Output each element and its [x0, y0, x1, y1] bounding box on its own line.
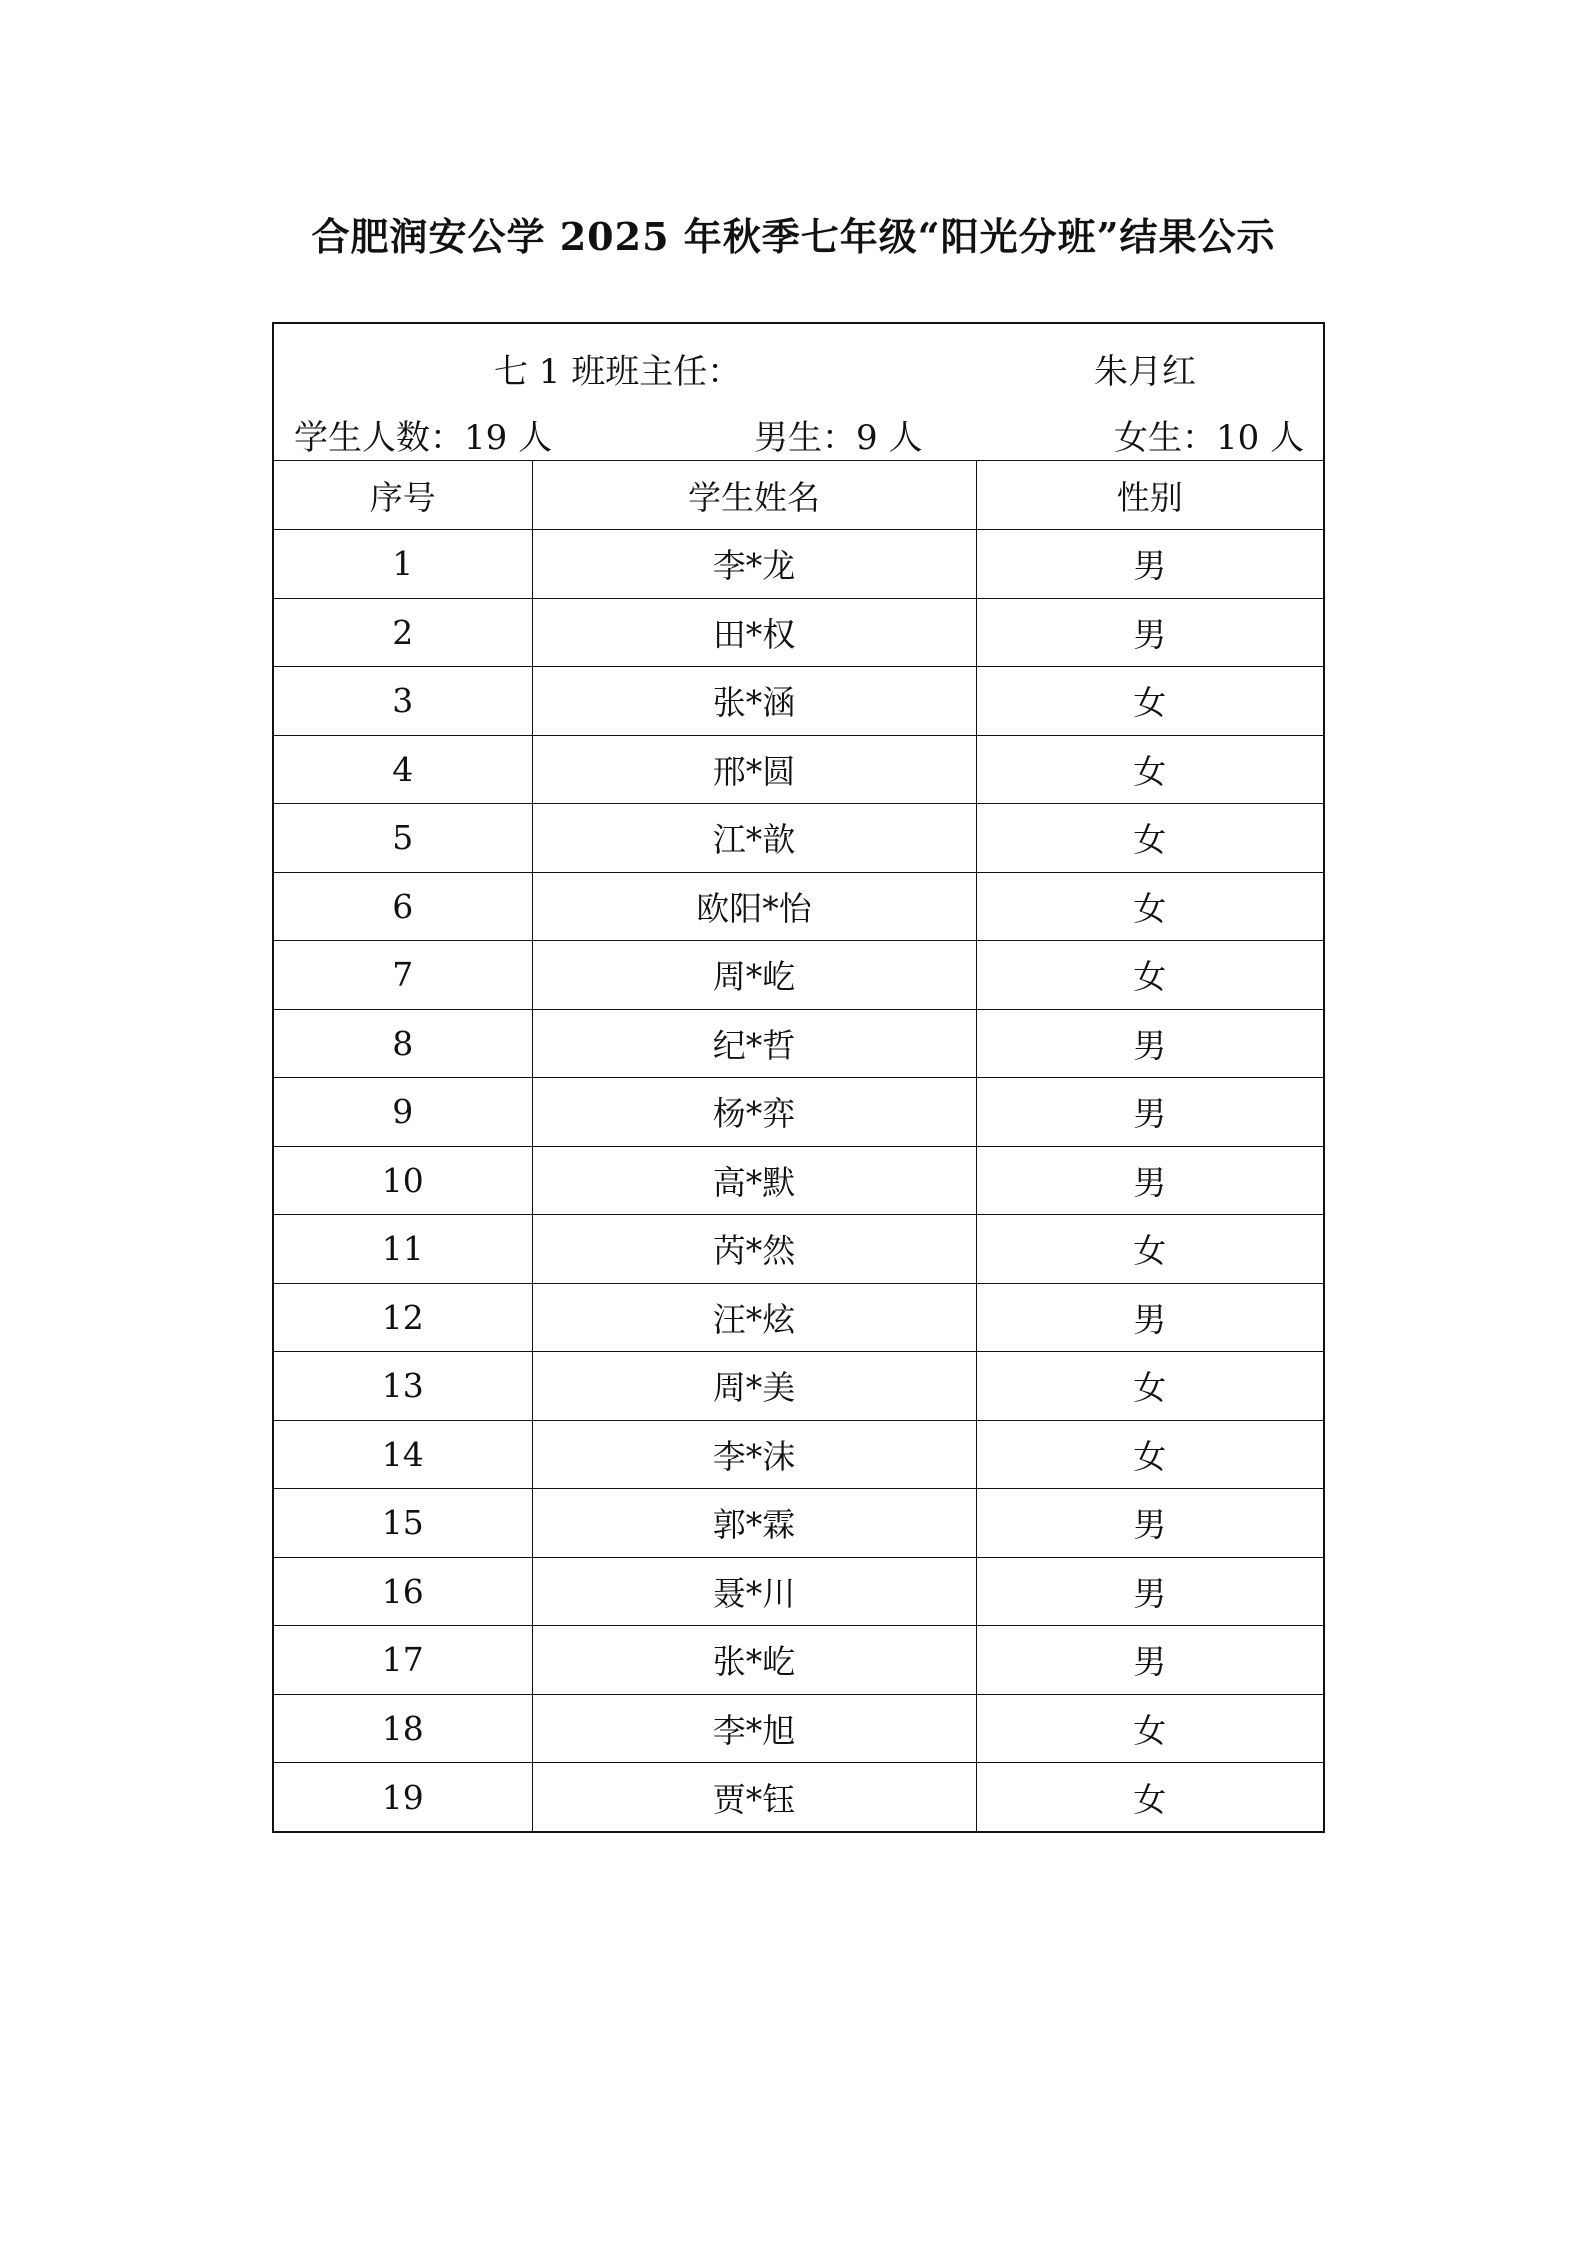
cell-index: 19 [274, 1763, 532, 1832]
cell-index: 4 [274, 735, 532, 804]
cell-index: 17 [274, 1626, 532, 1695]
cell-gender: 男 [976, 1283, 1323, 1352]
cell-gender: 男 [976, 1489, 1323, 1558]
cell-gender: 女 [976, 1215, 1323, 1284]
cell-gender: 女 [976, 804, 1323, 873]
cell-gender: 女 [976, 1352, 1323, 1421]
table-row [274, 735, 1323, 804]
cell-gender: 女 [976, 1420, 1323, 1489]
cell-gender: 女 [976, 667, 1323, 736]
cell-index: 1 [274, 530, 532, 599]
cell-gender: 男 [976, 1009, 1323, 1078]
cell-gender: 女 [976, 1763, 1323, 1832]
cell-student-name: 李*龙 [532, 530, 976, 599]
table-row [274, 1283, 1323, 1352]
boy-count: 男生：9 人 [754, 418, 923, 458]
cell-gender: 女 [976, 1694, 1323, 1763]
table-row [274, 941, 1323, 1010]
cell-student-name: 李*旭 [532, 1694, 976, 1763]
cell-index: 14 [274, 1420, 532, 1489]
cell-index: 7 [274, 941, 532, 1010]
cell-student-name: 汪*炫 [532, 1283, 976, 1352]
table-row [274, 1763, 1323, 1832]
head-teacher-name: 朱月红 [1094, 352, 1196, 392]
cell-index: 2 [274, 598, 532, 667]
head-teacher-label: 七 1 班班主任： [494, 352, 742, 392]
cell-gender: 女 [976, 872, 1323, 941]
cell-student-name: 邢*圆 [532, 735, 976, 804]
table-body [274, 530, 1323, 1832]
student-count: 学生人数：19 人 [294, 418, 553, 458]
cell-gender: 女 [976, 941, 1323, 1010]
table-row [274, 1146, 1323, 1215]
class-roster-sheet [272, 322, 1325, 1833]
table-row [274, 1557, 1323, 1626]
cell-student-name: 高*默 [532, 1146, 976, 1215]
table-row [274, 1215, 1323, 1284]
cell-gender: 男 [976, 530, 1323, 599]
table-row [274, 872, 1323, 941]
student-table [274, 461, 1323, 1831]
table-row [274, 1352, 1323, 1421]
table-row [274, 1626, 1323, 1695]
cell-index: 8 [274, 1009, 532, 1078]
cell-student-name: 张*屹 [532, 1626, 976, 1695]
cell-index: 12 [274, 1283, 532, 1352]
cell-index: 6 [274, 872, 532, 941]
table-row [274, 598, 1323, 667]
table-row [274, 530, 1323, 599]
table-row [274, 1489, 1323, 1558]
cell-gender: 男 [976, 1626, 1323, 1695]
cell-student-name: 周*美 [532, 1352, 976, 1421]
cell-index: 9 [274, 1078, 532, 1147]
cell-gender: 女 [976, 735, 1323, 804]
table-row [274, 1078, 1323, 1147]
header-name: 学生姓名 [532, 461, 976, 530]
cell-index: 11 [274, 1215, 532, 1284]
table-row [274, 804, 1323, 873]
cell-student-name: 郭*霖 [532, 1489, 976, 1558]
table-row [274, 1009, 1323, 1078]
table-row [274, 667, 1323, 736]
cell-student-name: 江*歆 [532, 804, 976, 873]
cell-gender: 男 [976, 1146, 1323, 1215]
cell-index: 16 [274, 1557, 532, 1626]
header-index: 序号 [274, 461, 532, 530]
cell-index: 18 [274, 1694, 532, 1763]
table-row [274, 1694, 1323, 1763]
cell-student-name: 杨*弈 [532, 1078, 976, 1147]
cell-student-name: 张*涵 [532, 667, 976, 736]
cell-gender: 男 [976, 598, 1323, 667]
cell-student-name: 纪*哲 [532, 1009, 976, 1078]
cell-index: 10 [274, 1146, 532, 1215]
page-title: 合肥润安公学 2025 年秋季七年级“阳光分班”结果公示 [311, 214, 1276, 259]
class-info [274, 324, 1323, 461]
cell-student-name: 聂*川 [532, 1557, 976, 1626]
cell-student-name: 周*屹 [532, 941, 976, 1010]
cell-gender: 男 [976, 1557, 1323, 1626]
cell-index: 13 [274, 1352, 532, 1421]
cell-student-name: 田*权 [532, 598, 976, 667]
cell-index: 3 [274, 667, 532, 736]
cell-index: 5 [274, 804, 532, 873]
cell-student-name: 贾*钰 [532, 1763, 976, 1832]
cell-gender: 男 [976, 1078, 1323, 1147]
cell-student-name: 李*沫 [532, 1420, 976, 1489]
cell-student-name: 欧阳*怡 [532, 872, 976, 941]
table-header-row [274, 461, 1323, 530]
cell-student-name: 芮*然 [532, 1215, 976, 1284]
table-row [274, 1420, 1323, 1489]
header-gender: 性别 [976, 461, 1323, 530]
girl-count: 女生：10 人 [1114, 418, 1305, 458]
cell-index: 15 [274, 1489, 532, 1558]
